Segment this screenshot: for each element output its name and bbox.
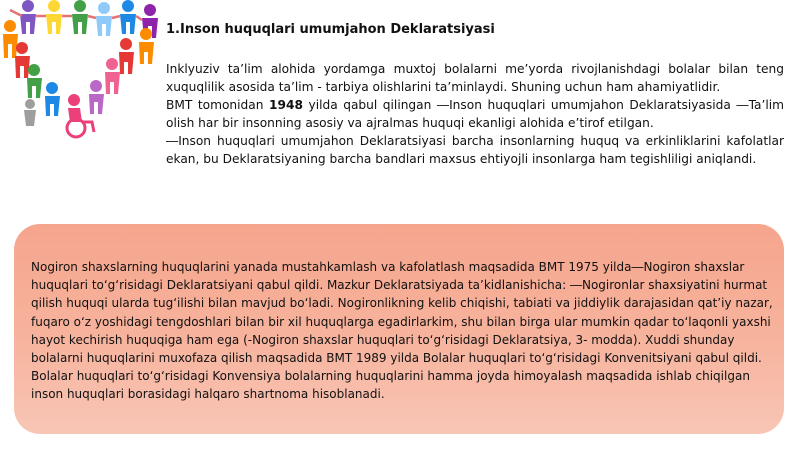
section-title: 1.Inson huquqlari umumjahon Deklaratsiyasi — [166, 22, 495, 37]
intro-p2-before: BMT tomonidan — [166, 98, 270, 112]
figure-group-left — [3, 20, 60, 126]
callout-text: Nogiron shaxslarning huquqlarini yanada mustahkamlash va kafolatlash maqsadida BMT 1975 yilda―Nogiron shaxslar huquqlari to‘g‘risidagi Deklaratsiyani qabul qildi. Mazkur Deklaratsiyada ta’kidlanishicha: ―Nogironlar shaxsiyatini hurmat qilish huquqi ularda tug‘ilishi bilan mavjud bo‘ladi. Nogironlikning kelib chiqishi, tabiati va jiddiylik darajasidan qat’iy nazar, fuqaro o‘z yoshidagi tengdoshlari bilan bir xil huquqlarga egadirlarkim, shu bilan birga ular mumkin qadar to‘laqonli yaxshi hayot kechirish huquqiga ham ega (-Nogiron shaxslar huquqlari to‘g‘risidagi Deklaratsiya, 3- modda). Xuddi shunday bolalarni huquqlarini muxofaza qilish maqsadida BMT 1989 yilda Bolalar huquqlari to‘g‘risidagi Konvenitsiyani qabul qildi. Bolalar huquqlari to‘g‘risidagi Konvensiya bolalarning huquqlarini hamma joyda himoyalash maqsadida ishlab chiqilgan inson huquqlari borasidagi halqaro shartnoma hisoblanadi. — [31, 260, 773, 402]
intro-paragraph-3: ―Inson huquqlari umumjahon Deklaratsiyasi barcha insonlarning huquq va erkinliklarini kafolatlar ekan, bu Deklaratsiyaning barcha bandlari maxsus ehtiyojli insonlarga ham tegishliligi aniqlandi. — [166, 134, 784, 166]
figure-group — [10, 0, 158, 38]
intro-paragraph-1: Inklyuziv ta’lim alohida yordamga muxtoj bolalarni me’yorda rivojlanishdagi bolalar bilan teng xuquqlilik asosida ta’lim - tarbiya olishlarini ta’minlaydi. Shuning uchun ham ahamiyatlidir. — [166, 62, 784, 94]
intro-paragraph-2 — [166, 96, 784, 132]
intro-text-block — [166, 60, 784, 168]
intro-p2-after: yilda qabul qilingan ―Inson huquqlari umumjahon Deklaratsiyasida ―Ta’lim olish har bir insonning asosiy va ajralmas huquqi ekanligi alohida e’tirof etilgan. — [166, 98, 784, 130]
year-1948: 1948 — [269, 98, 303, 112]
figure-group-right — [89, 28, 154, 114]
people-circle-logo-icon — [0, 0, 160, 140]
